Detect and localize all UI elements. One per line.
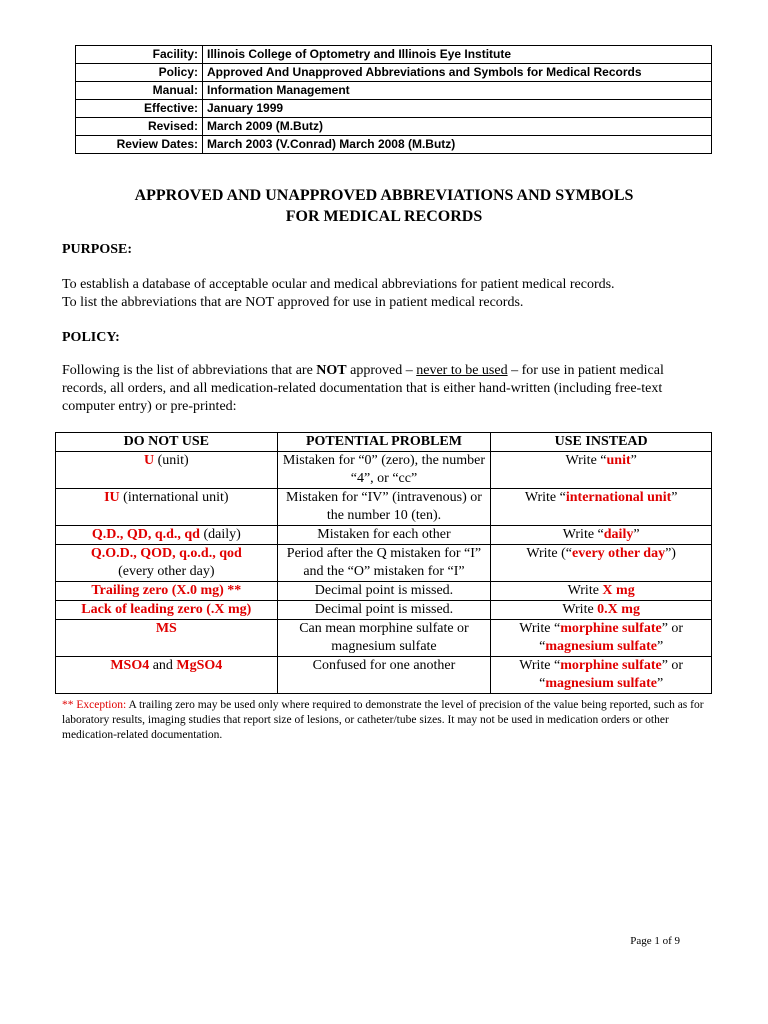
use-instead-cell <box>491 545 712 582</box>
document-title <box>0 185 768 227</box>
abbreviation-meaning: (international unit) <box>119 490 229 505</box>
use-instead-cell <box>491 620 712 657</box>
footnote-marker: ** Exception: <box>62 699 127 711</box>
abbreviation: MSO4 <box>110 658 150 673</box>
policy-not-emphasis: NOT <box>316 363 347 378</box>
problem-cell: Period after the Q mistaken for “I” and the “O” mistaken for “I” <box>277 545 491 582</box>
do-not-use-cell <box>56 452 278 489</box>
problem-cell: Mistaken for “0” (zero), the number “4”, or “cc” <box>277 452 491 489</box>
column-header-do-not-use: DO NOT USE <box>56 433 278 452</box>
problem-cell: Decimal point is missed. <box>277 582 491 601</box>
problem-cell: Mistaken for “IV” (intravenous) or the number 10 (ten). <box>277 489 491 526</box>
purpose-heading: PURPOSE: <box>62 242 132 257</box>
column-header-potential-problem: POTENTIAL PROBLEM <box>277 433 491 452</box>
meta-row-facility <box>76 46 712 64</box>
write-text: ” or <box>661 621 684 636</box>
write-text: ” <box>630 453 637 468</box>
abbreviation: Trailing zero (X.0 mg) ** <box>91 583 242 598</box>
table-row <box>56 620 712 657</box>
meta-row-policy <box>76 64 712 82</box>
meta-value: March 2003 (V.Conrad) March 2008 (M.Butz) <box>203 136 712 154</box>
replacement-term: daily <box>603 527 634 542</box>
use-instead-cell <box>491 526 712 545</box>
do-not-use-cell <box>56 545 278 582</box>
purpose-line: To list the abbreviations that are NOT approved for use in patient medical records. <box>62 295 524 310</box>
use-instead-cell <box>491 452 712 489</box>
abbreviation: MgSO4 <box>176 658 223 673</box>
problem-cell: Mistaken for each other <box>277 526 491 545</box>
meta-label: Review Dates: <box>76 136 203 154</box>
use-instead-cell <box>491 489 712 526</box>
problem-cell: Confused for one another <box>277 657 491 694</box>
write-text: ” <box>656 676 664 691</box>
table-row <box>56 452 712 489</box>
write-text: ” <box>633 527 640 542</box>
table-row <box>56 526 712 545</box>
replacement-term: 0.X mg <box>597 602 640 617</box>
replacement-term: magnesium sulfate <box>545 676 657 691</box>
column-header-use-instead: USE INSTEAD <box>491 433 712 452</box>
policy-never-underline: never to be used <box>416 363 508 378</box>
do-not-use-cell <box>56 582 278 601</box>
write-text: “ <box>539 639 546 654</box>
write-text: “ <box>539 676 546 691</box>
do-not-use-cell <box>56 620 278 657</box>
write-text: ” <box>656 639 664 654</box>
write-text: Write “ <box>519 658 561 673</box>
meta-row-effective <box>76 100 712 118</box>
do-not-use-cell <box>56 601 278 620</box>
table-row <box>56 582 712 601</box>
meta-label: Manual: <box>76 82 203 100</box>
abbreviation: Lack of leading zero (.X mg) <box>81 602 252 617</box>
abbreviation: Q.O.D., QOD, q.o.d., qod <box>90 546 242 561</box>
write-text: Write (“ <box>526 546 573 561</box>
table-row <box>56 545 712 582</box>
replacement-term: magnesium sulfate <box>545 639 657 654</box>
abbreviation: U <box>143 453 155 468</box>
use-instead-cell <box>491 601 712 620</box>
table-header-row <box>56 433 712 452</box>
meta-row-review-dates <box>76 136 712 154</box>
meta-label: Revised: <box>76 118 203 136</box>
abbreviation-meaning: (unit) <box>154 453 189 468</box>
write-text: Write <box>562 602 598 617</box>
title-line: APPROVED AND UNAPPROVED ABBREVIATIONS AND SYMBOLS <box>134 187 634 204</box>
policy-text-part: – for use in patient medical records, all orders, and all medication-related documentation that is either hand-written (including free-text computer entry) or pre-printed: <box>62 363 664 414</box>
replacement-term: international unit <box>565 490 672 505</box>
exception-footnote <box>62 698 712 743</box>
meta-label: Effective: <box>76 100 203 118</box>
page-number: Page 1 of 9 <box>630 935 680 947</box>
table-row <box>56 489 712 526</box>
do-not-use-cell <box>56 526 278 545</box>
meta-value: Illinois College of Optometry and Illinois Eye Institute <box>203 46 712 64</box>
write-text: Write “ <box>519 621 561 636</box>
table-row <box>56 601 712 620</box>
purpose-line: To establish a database of acceptable ocular and medical abbreviations for patient medical records. <box>62 277 615 292</box>
policy-text-part: Following is the list of abbreviations that are <box>62 363 317 378</box>
purpose-text <box>62 276 712 312</box>
replacement-term: X mg <box>602 583 635 598</box>
use-instead-cell <box>491 582 712 601</box>
write-text: ”) <box>665 546 676 561</box>
replacement-term: unit <box>606 453 631 468</box>
table-row <box>56 657 712 694</box>
use-instead-cell <box>491 657 712 694</box>
meta-row-revised <box>76 118 712 136</box>
write-text: Write “ <box>565 453 607 468</box>
abbreviation-joiner: and <box>149 658 177 673</box>
abbreviation-meaning: (every other day) <box>118 564 215 579</box>
title-line: FOR MEDICAL RECORDS <box>285 208 483 225</box>
footnote-text: A trailing zero may be used only where required to demonstrate the level of precision of the value being reported, such as for laboratory results, imaging studies that report size of lesions, or catheter/tube sizes. It may not be used in medication orders or other medication-related documentation. <box>62 699 704 741</box>
meta-label: Policy: <box>76 64 203 82</box>
replacement-term: morphine sulfate <box>560 621 662 636</box>
write-text: Write “ <box>562 527 604 542</box>
abbreviation-meaning: (daily) <box>199 527 241 542</box>
do-not-use-cell <box>56 657 278 694</box>
abbreviations-table <box>55 432 712 694</box>
abbreviation: MS <box>155 621 177 636</box>
meta-value: Approved And Unapproved Abbreviations and Symbols for Medical Records <box>203 64 712 82</box>
meta-value: Information Management <box>203 82 712 100</box>
write-text: Write <box>567 583 603 598</box>
problem-cell: Decimal point is missed. <box>277 601 491 620</box>
problem-cell: Can mean morphine sulfate or magnesium sulfate <box>277 620 491 657</box>
policy-text <box>62 362 712 416</box>
meta-row-manual <box>76 82 712 100</box>
meta-label: Facility: <box>76 46 203 64</box>
policy-heading: POLICY: <box>62 330 120 345</box>
document-header-table <box>75 45 712 154</box>
replacement-term: every other day <box>572 546 666 561</box>
write-text: Write “ <box>524 490 566 505</box>
write-text: ” or <box>661 658 684 673</box>
meta-value: March 2009 (M.Butz) <box>203 118 712 136</box>
abbreviation: IU <box>104 490 120 505</box>
replacement-term: morphine sulfate <box>560 658 662 673</box>
meta-value: January 1999 <box>203 100 712 118</box>
policy-text-part: approved – <box>346 363 417 378</box>
abbreviation: Q.D., QD, q.d., qd <box>91 527 200 542</box>
write-text: ” <box>671 490 678 505</box>
do-not-use-cell <box>56 489 278 526</box>
